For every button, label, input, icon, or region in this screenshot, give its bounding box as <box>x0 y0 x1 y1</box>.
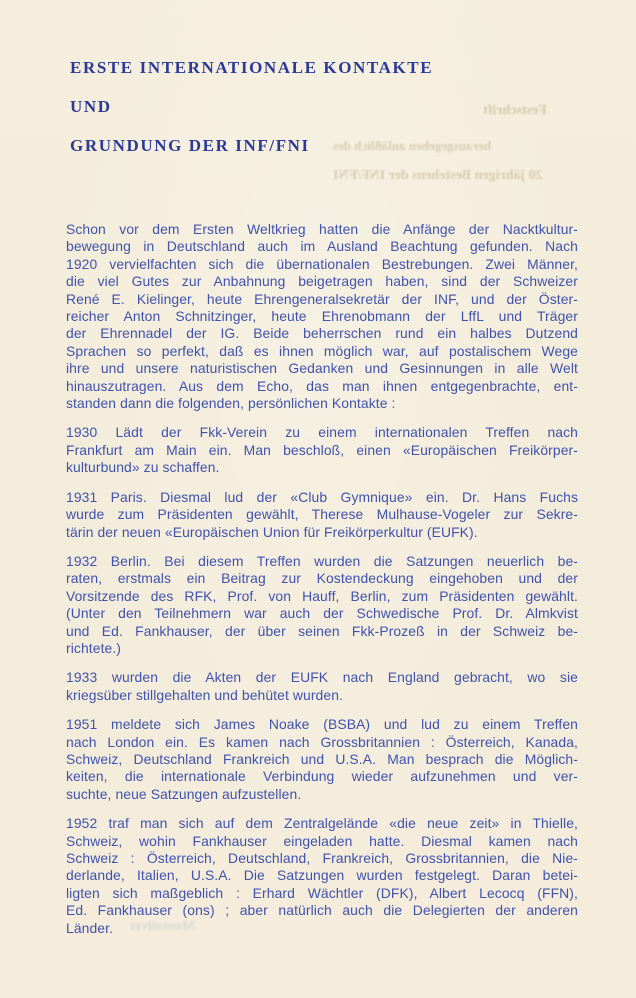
body-text-column <box>66 221 578 949</box>
text-line: kulturbund» zu schaffen. <box>66 459 220 476</box>
text-line: tärin der neuen «Europäischen Union für Freikörperkultur (EUFK). <box>66 523 478 540</box>
text-line: 1930 Lädt der Fkk-Verein zu einem internationalen Treffen nach <box>66 424 578 441</box>
text-line: suchte, neue Satzungen aufzustellen. <box>66 785 302 802</box>
text-line: und Ed. Fankhauser, der über seinen Fkk-Prozeß in der Schweiz be- <box>66 622 578 639</box>
text-line: standen dann die folgenden, persönlichen Kontakte : <box>66 395 396 412</box>
text-line: 1920 vervielfachten sich die übernationalen Bestrebungen. Zwei Männer, <box>66 255 578 272</box>
text-line: ligten sich maßgeblich : Erhard Wächtler (DFK), Albert Lecocq (FFN), <box>66 884 578 901</box>
text-line: der Ehrennadel der IG. Beide beherrschen rund ein halbes Dutzend <box>66 325 578 342</box>
text-line: Schweiz : Österreich, Deutschland, Frankreich, Grossbritannien, die Nie- <box>66 850 578 866</box>
text-line: Sprachen so perfekt, daß es ihnen möglich war, auf postalischem Wege <box>66 342 578 359</box>
text-line: bewegung in Deutschland auch im Ausland Beachtung gefunden. Nach <box>66 238 578 255</box>
text-line: Länder. <box>66 919 114 936</box>
text-line: 1952 traf man sich auf dem Zentralgelände «die neue zeit» in Thielle, <box>66 815 578 832</box>
text-line: derlande, Italien, U.S.A. Die Satzungen wurden festgelegt. Daran betei- <box>66 867 578 884</box>
text-line: kriegsüber stillgehalten und behütet wurden. <box>66 686 343 703</box>
text-line: 1951 meldete sich James Noake (BSBA) und lud zu einem Treffen <box>66 716 578 733</box>
page-title-line-3: GRUNDUNG DER INF/FNI <box>70 136 310 155</box>
text-line: René E. Kielinger, heute Ehrengeneralsekretär der INF, und der Öster- <box>66 290 578 307</box>
text-line: 1933 wurden die Akten der EUFK nach England gebracht, wo sie <box>66 669 578 686</box>
bleedthrough-text-festschrift: Festschrift <box>483 103 547 118</box>
paragraph-1932 <box>66 553 578 657</box>
page-title-line-2: UND <box>70 97 112 116</box>
text-line: 1932 Berlin. Bei diesem Treffen wurden die Satzungen neuerlich be- <box>66 552 578 569</box>
text-line: raten, erstmals ein Beitrag zur Kostendeckung eingehoben und der <box>66 570 578 587</box>
text-line: wurde zum Präsidenten gewählt, Therese Mulhause-Vogeler zur Sekre- <box>66 506 578 523</box>
paragraph-intro <box>66 221 578 412</box>
text-line: hinauszutragen. Aus dem Echo, das man ihnen entgegenbrachte, ent- <box>66 377 578 394</box>
text-line: die viel Gutes zur Anbahnung beigetragen haben, sind der Schweizer <box>66 273 578 290</box>
text-line: nach London ein. Es kamen nach Grossbritannien : Österreich, Kanada, <box>66 733 578 750</box>
text-line: reicher Anton Schnitzinger, heute Ehrenobmann der LffL und Träger <box>66 308 578 325</box>
bleedthrough-text-line3: 20 jährigen Bestehens der INF/FNI <box>333 168 543 183</box>
paragraph-1951 <box>66 716 578 803</box>
paragraph-1952 <box>66 815 578 937</box>
text-line: richtete.) <box>66 639 122 656</box>
text-line: keiten, die internationale Verbindung wieder aufzunehmen und ver- <box>66 768 578 785</box>
paragraph-1931 <box>66 489 578 541</box>
text-line: Ed. Fankhauser (ons) ; aber natürlich auch die Delegierten der anderen <box>66 902 578 919</box>
text-line: Frankfurt am Main ein. Man beschloß, einen «Europäischen Freikörper- <box>66 441 578 458</box>
text-line: 1931 Paris. Diesmal lud der «Club Gymnique» ein. Dr. Hans Fuchs <box>66 488 578 505</box>
text-line: (Unter den Teilnehmern war auch der Schwedische Prof. Dr. Almkvist <box>66 605 578 622</box>
bleedthrough-text-line2: herausgegeben anläßlich des <box>333 138 492 153</box>
text-line: Schweiz, wohin Fankhauser eingeladen hatte. Diesmal kamen nach <box>66 832 578 849</box>
paragraph-1933 <box>66 669 578 704</box>
bleedthrough-text-bottom: Montalivet <box>130 919 196 934</box>
paragraph-1930 <box>66 424 578 476</box>
page-title-line-1: ERSTE INTERNATIONALE KONTAKTE <box>70 58 434 77</box>
text-line: Schon vor dem Ersten Weltkrieg hatten die Anfänge der Nacktkultur- <box>66 221 578 237</box>
text-line: Schweiz, Deutschland Frankreich und U.S.A. Man besprach die Möglich- <box>66 750 578 767</box>
text-line: Vorsitzende des RFK, Prof. von Hauff, Berlin, zum Präsidenten gewählt. <box>66 587 578 604</box>
text-line: ihre und unsere naturistischen Gedanken und Gesinnungen in alle Welt <box>66 360 578 377</box>
